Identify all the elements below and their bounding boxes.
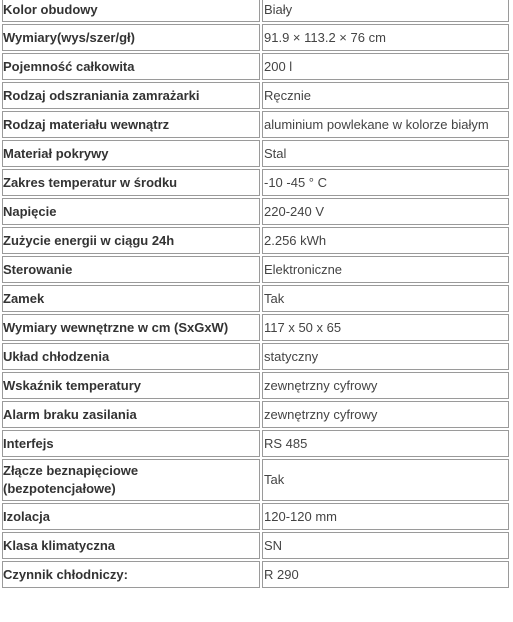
spec-value: 220-240 V bbox=[262, 198, 509, 225]
spec-value: Stal bbox=[262, 140, 509, 167]
table-row bbox=[2, 430, 509, 457]
spec-label: Rodzaj odszraniania zamrażarki bbox=[2, 82, 260, 109]
spec-value: SN bbox=[262, 532, 509, 559]
spec-value: 91.9 × 113.2 × 76 cm bbox=[262, 24, 509, 51]
spec-value: 200 l bbox=[262, 53, 509, 80]
table-row bbox=[2, 343, 509, 370]
spec-label: Zamek bbox=[2, 285, 260, 312]
spec-label: Sterowanie bbox=[2, 256, 260, 283]
spec-label: Izolacja bbox=[2, 503, 260, 530]
spec-label: Złącze beznapięciowe (bezpotencjałowe) bbox=[2, 459, 260, 501]
spec-value: zewnętrzny cyfrowy bbox=[262, 401, 509, 428]
spec-label: Kolor obudowy bbox=[2, 0, 260, 22]
spec-label: Pojemność całkowita bbox=[2, 53, 260, 80]
spec-value: zewnętrzny cyfrowy bbox=[262, 372, 509, 399]
spec-label: Zużycie energii w ciągu 24h bbox=[2, 227, 260, 254]
spec-value: RS 485 bbox=[262, 430, 509, 457]
table-row bbox=[2, 169, 509, 196]
table-row bbox=[2, 227, 509, 254]
table-row bbox=[2, 561, 509, 588]
table-row bbox=[2, 314, 509, 341]
spec-value: Tak bbox=[262, 459, 509, 501]
table-row bbox=[2, 198, 509, 225]
spec-value: Tak bbox=[262, 285, 509, 312]
table-row bbox=[2, 24, 509, 51]
spec-label: Napięcie bbox=[2, 198, 260, 225]
spec-value: 2.256 kWh bbox=[262, 227, 509, 254]
spec-value: Elektroniczne bbox=[262, 256, 509, 283]
spec-label: Materiał pokrywy bbox=[2, 140, 260, 167]
spec-value: -10 -45 ° C bbox=[262, 169, 509, 196]
table-row bbox=[2, 532, 509, 559]
table-row bbox=[2, 372, 509, 399]
spec-value: 120-120 mm bbox=[262, 503, 509, 530]
table-row bbox=[2, 256, 509, 283]
table-row bbox=[2, 459, 509, 501]
table-row bbox=[2, 401, 509, 428]
table-row bbox=[2, 140, 509, 167]
spec-label: Wymiary(wys/szer/gł) bbox=[2, 24, 260, 51]
spec-label: Alarm braku zasilania bbox=[2, 401, 260, 428]
table-row bbox=[2, 503, 509, 530]
table-row bbox=[2, 285, 509, 312]
spec-label: Układ chłodzenia bbox=[2, 343, 260, 370]
spec-label: Czynnik chłodniczy: bbox=[2, 561, 260, 588]
spec-value: R 290 bbox=[262, 561, 509, 588]
spec-label: Zakres temperatur w środku bbox=[2, 169, 260, 196]
spec-value: Ręcznie bbox=[262, 82, 509, 109]
spec-value: Biały bbox=[262, 0, 509, 22]
spec-value: statyczny bbox=[262, 343, 509, 370]
spec-value: aluminium powlekane w kolorze białym bbox=[262, 111, 509, 138]
table-row bbox=[2, 53, 509, 80]
table-row bbox=[2, 82, 509, 109]
table-row bbox=[2, 111, 509, 138]
spec-label: Rodzaj materiału wewnątrz bbox=[2, 111, 260, 138]
spec-label: Wskaźnik temperatury bbox=[2, 372, 260, 399]
table-row bbox=[2, 0, 509, 22]
spec-label: Wymiary wewnętrzne w cm (SxGxW) bbox=[2, 314, 260, 341]
spec-label: Interfejs bbox=[2, 430, 260, 457]
spec-value: 117 x 50 x 65 bbox=[262, 314, 509, 341]
spec-label: Klasa klimatyczna bbox=[2, 532, 260, 559]
